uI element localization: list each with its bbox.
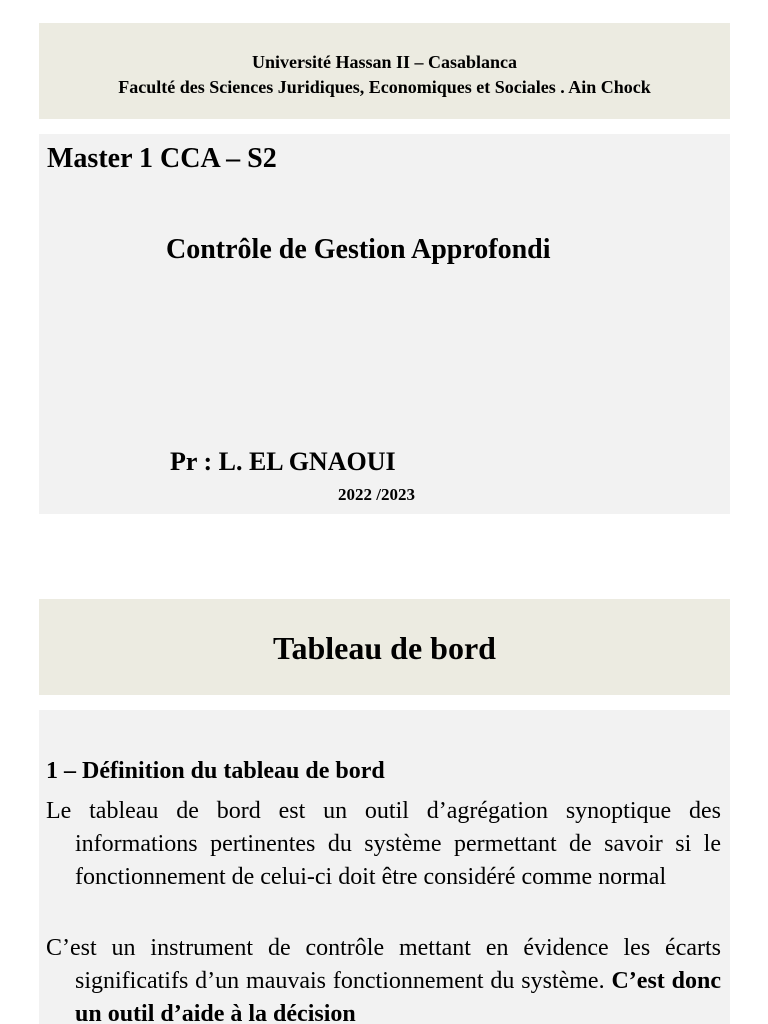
title-slide [39, 134, 730, 514]
faculty-name: Faculté des Sciences Juridiques, Economiques et Sociales . Ain Chock [118, 77, 651, 97]
course-title: Contrôle de Gestion Approfondi [166, 234, 551, 265]
paragraph-instrument [46, 932, 721, 1024]
slide-title: Tableau de bord [273, 630, 496, 666]
paragraph-instrument-text: C’est un instrument de contrôle mettant en évidence les écarts significatifs d’un mauvais fonctionnement du système. [46, 935, 721, 994]
section-heading: 1 – Définition du tableau de bord [46, 758, 385, 784]
slide-title-box [39, 599, 730, 695]
paragraph-definition: Le tableau de bord est un outil d’agrégation synoptique des informations pertinentes du système permettant de savoir si le fonctionnement de celui-ci doit être considéré comme normal [46, 798, 721, 890]
professor-name: Pr : L. EL GNAOUI [170, 447, 396, 476]
paragraph-instrument-bold: C’est donc un outil d’aide à la décision [75, 968, 721, 1024]
academic-year: 2022 /2023 [338, 485, 415, 504]
institution-header [39, 23, 730, 119]
university-name: Université Hassan II – Casablanca [251, 52, 518, 72]
master-label: Master 1 CCA – S2 [47, 143, 277, 174]
slide-content [39, 710, 730, 1024]
